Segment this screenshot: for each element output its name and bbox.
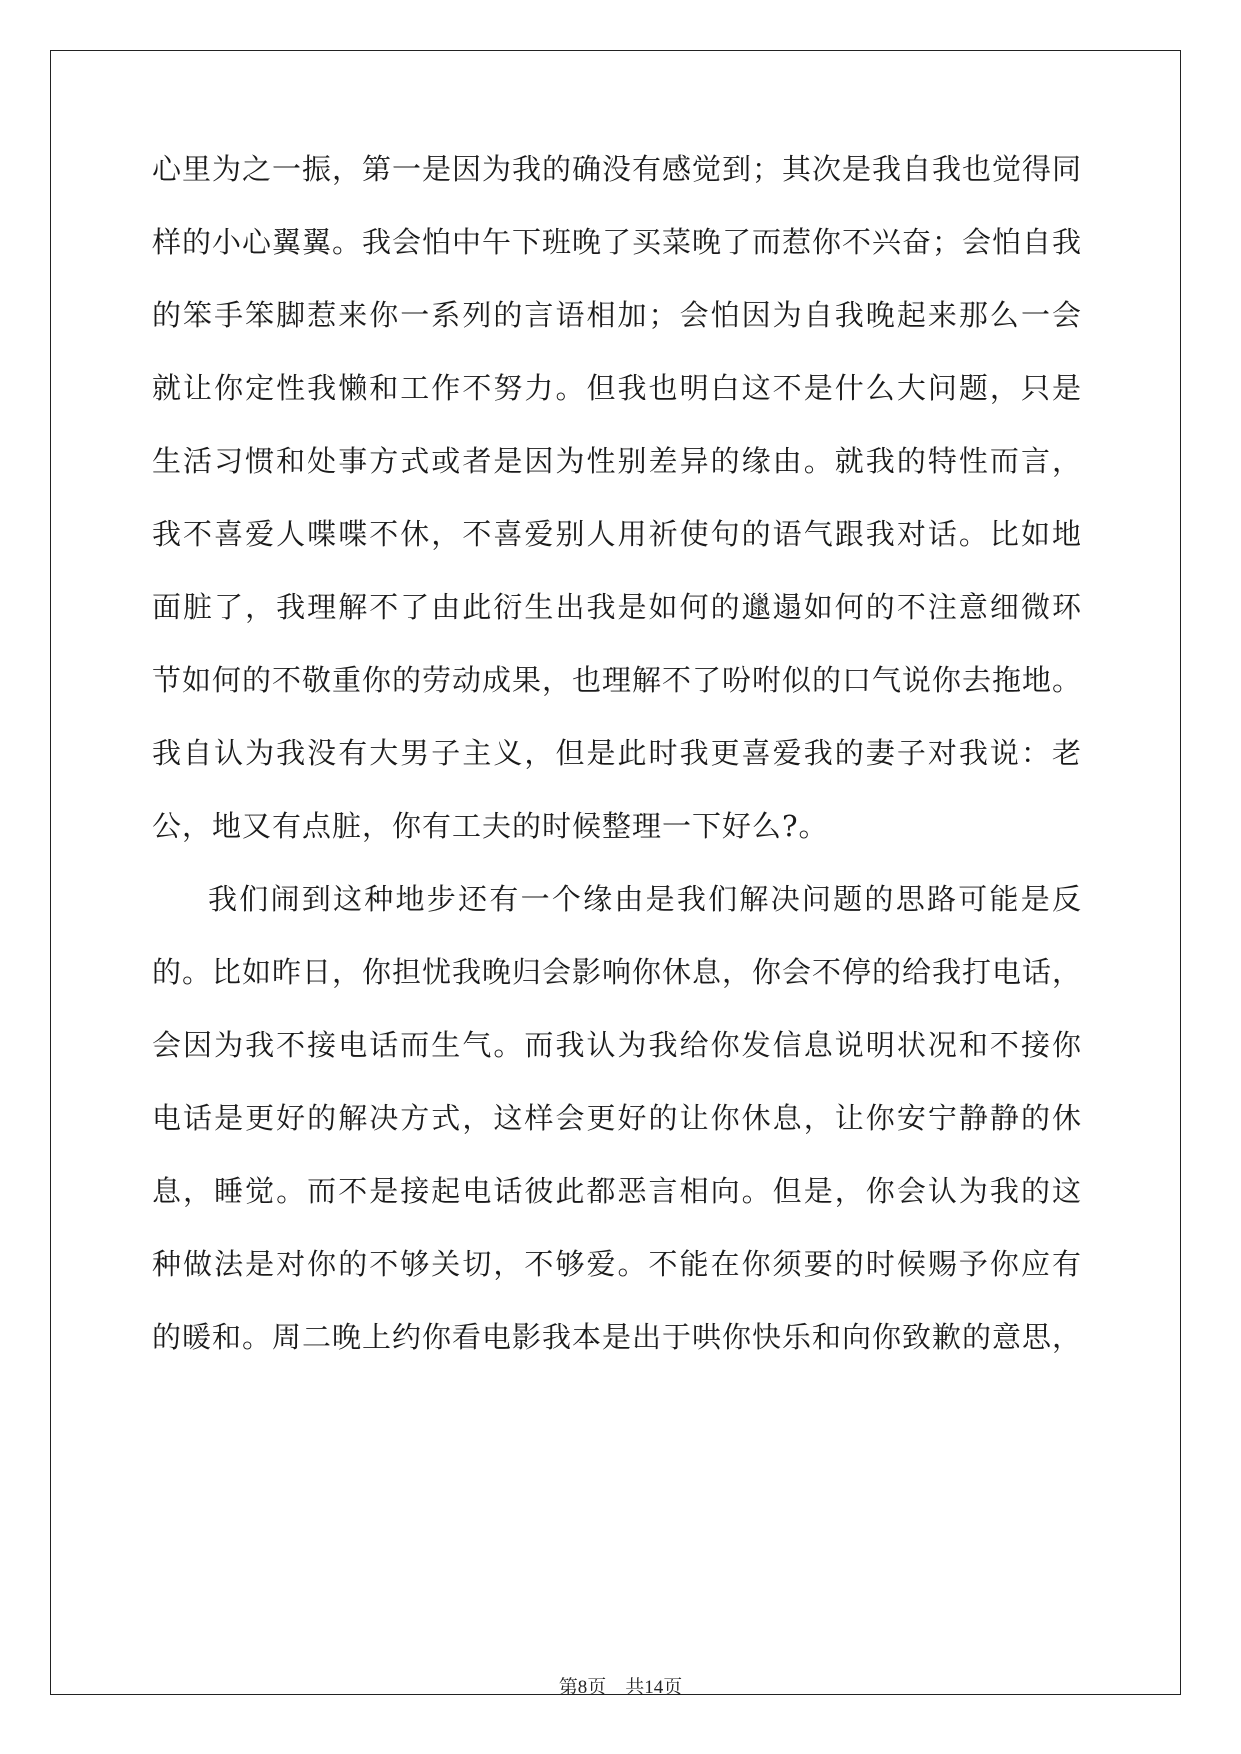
page-number: 第8页: [558, 1677, 607, 1698]
text-line: 样的小心翼翼。我会怕中午下班晚了买菜晚了而惹你不兴奋；会怕自我: [152, 225, 1083, 259]
text-line: 息，睡觉。而不是接起电话彼此都恶言相向。但是，你会认为我的这: [152, 1174, 1082, 1208]
page-footer: [0, 1676, 1241, 1700]
text-line: 我不喜爱人喋喋不休，不喜爱别人用祈使句的语气跟我对话。比如地: [152, 517, 1082, 551]
text-line: 就让你定性我懒和工作不努力。但我也明白这不是什么大问题，只是: [152, 371, 1082, 405]
text-line: 会因为我不接电话而生气。而我认为我给你发信息说明状况和不接你: [152, 1028, 1082, 1062]
text-line: 种做法是对你的不够关切，不够爱。不能在你须要的时候赐予你应有: [152, 1247, 1082, 1281]
text-line: 我自认为我没有大男子主义，但是此时我更喜爱我的妻子对我说：老: [152, 736, 1082, 770]
text-line: 电话是更好的解决方式，这样会更好的让你休息，让你安宁静静的休: [152, 1101, 1082, 1135]
text-line: 节如何的不敬重你的劳动成果，也理解不了吩咐似的口气说你去拖地。: [152, 663, 1083, 697]
text-line: 的。比如昨日，你担忧我晚归会影响你休息，你会不停的给我打电话，: [152, 955, 1083, 989]
text-line: 的暖和。周二晚上约你看电影我本是出于哄你快乐和向你致歉的意思，: [152, 1320, 1083, 1354]
text-line: 心里为之一振，第一是因为我的确没有感觉到；其次是我自我也觉得同: [152, 152, 1083, 186]
text-line: 的笨手笨脚惹来你一系列的言语相加；会怕因为自我晚起来那么一会: [152, 298, 1082, 332]
paragraph-first-line: 我们闹到这种地步还有一个缘由是我们解决问题的思路可能是反: [208, 882, 1082, 916]
text-line: 公，地又有点脏，你有工夫的时候整理一下好么?。: [152, 809, 829, 843]
text-line: 面脏了，我理解不了由此衍生出我是如何的邋遢如何的不注意细微环: [152, 590, 1082, 624]
text-line: 生活习惯和处事方式或者是因为性别差异的缘由。就我的特性而言，: [152, 444, 1082, 478]
page-total: 共14页: [625, 1677, 683, 1698]
